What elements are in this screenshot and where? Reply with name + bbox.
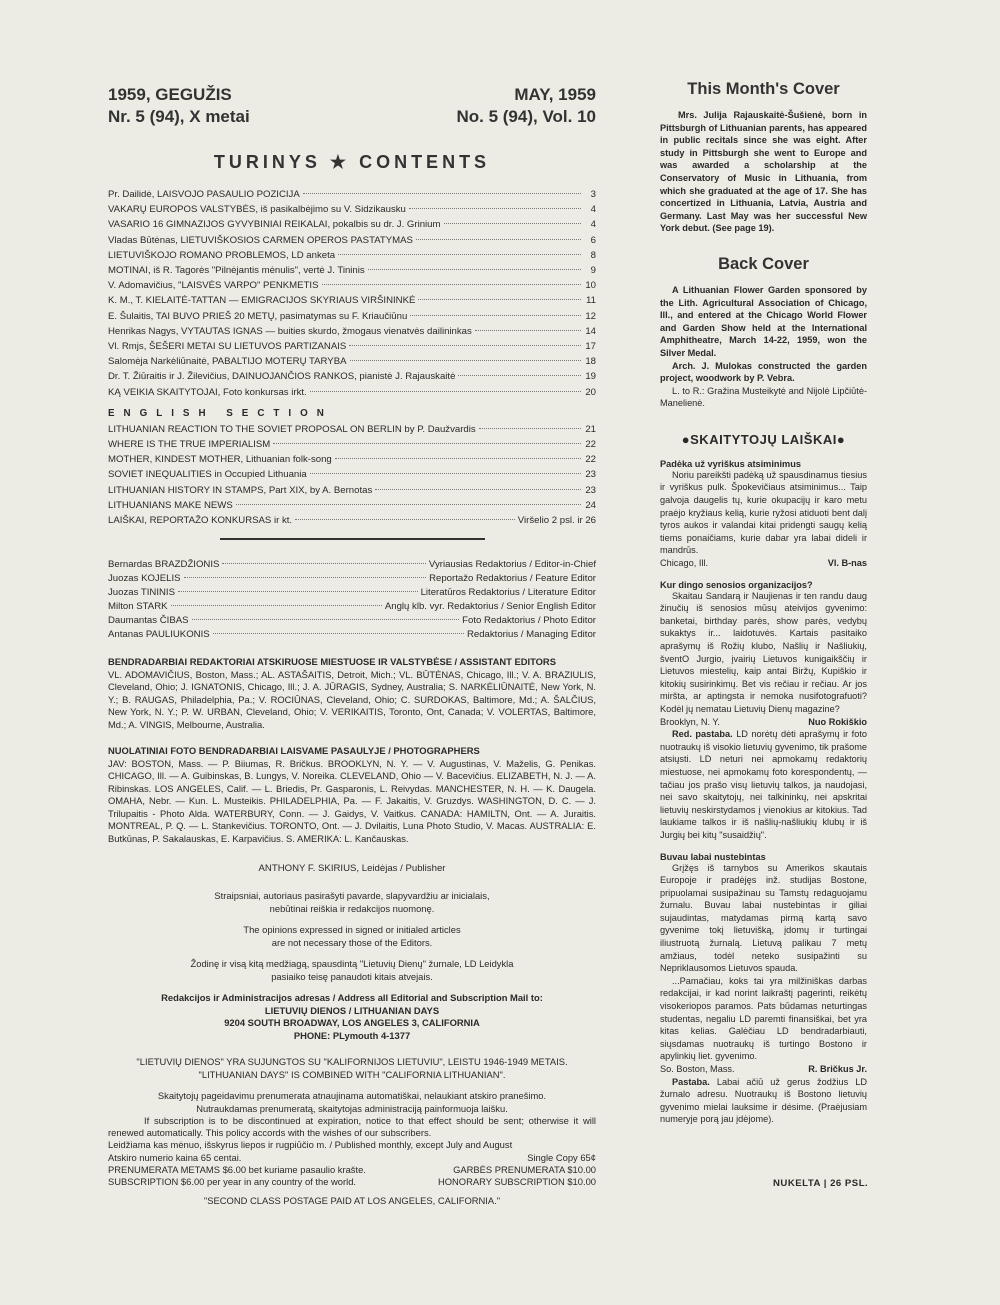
toc-item[interactable]: V. Adomavičius, "LAISVĖS VARPO" PENKMETIS 10 [108,280,596,292]
letter-body: Noriu pareikšti padėką už spausdinamus tiesius ir vyriškus pulk. Špokevičiaus atsiminimus... Taip galvoja daugelis tų, kurie okupacijų ir karo metu praėjo kryžiaus kelią, kurie ryžosi atiduoti bent dalį tyros aukos ir valandai kitai pridengti saugų kelią tiems ponaičiams, kurie dabar yra labai dideli ir mandrūs. [660,469,867,556]
lithuanian-date: 1959, GEGUŽIS [108,85,232,104]
letter-signature: Chicago, Ill. Vl. B-nas [660,558,867,569]
toc-item[interactable]: VASARIO 16 GIMNAZIJOS GYVYBINIAI REIKALAI, pokalbis su dr. J. Grinium 4 [108,219,596,231]
merger-note: "LIETUVIŲ DIENOS" YRA SUJUNGTOS SU "KALIFORNIJOS LIETUVIU", LEISTU 1946-1949 METAIS. "LITHUANIAN DAYS" IS COMBINED WITH "CALIFORNIA LITHUANIAN". [136,1056,568,1080]
back-cover-heading: Back Cover [718,254,809,273]
publisher-line: ANTHONY F. SKIRIUS, Leidėjas / Publisher [258,863,446,875]
staff-row: Daumantas ČIBAS Foto Redaktorius / Photo Editor [108,615,596,627]
staff-row: Antanas PAULIUKONIS Redaktorius / Managing Editor [108,629,596,641]
table-of-contents [108,187,596,400]
publication-schedule: Leidžiama kas mėnuo, išskyrus liepos ir rugpiūčio m. / Published monthly, except July and August [108,1139,513,1151]
continued-on-page: NUKELTA | 26 PSL. [773,1178,869,1189]
toc-item[interactable]: MOTINAI, iš R. Tagorės "Pilnėjantis mėnulis", vertė J. Tininis 9 [108,265,596,277]
letter-signature: So. Boston, Mass. R. Bričkus Jr. [660,1064,867,1074]
staff-row: Juozas KOJELIS Reportažo Redaktorius / Feature Editor [108,573,596,585]
english-date: MAY, 1959 [514,85,596,104]
divider [220,538,485,540]
toc-item[interactable]: VAKARŲ EUROPOS VALSTYBĖS, iš pasikalbėjimo su V. Sidzikausku 4 [108,204,596,216]
toc-item[interactable]: Dr. T. Žiūraitis ir J. Žilevičius, DAINUOJANČIOS RANKOS, pianistė J. Rajauskaitė 19 [108,371,596,383]
toc-item[interactable]: LAIŠKAI, REPORTAŽO KONKURSAS ir kt. Viršelio 2 psl. ir 26 [108,515,596,527]
subscription-note-en: If subscription is to be discontinued at expiration, notice to that effect should be sent; otherwise it will renewed automatically. This policy accords with the wishes of our subscribers. [108,1114,596,1139]
staff-row: Milton STARK Anglų klb. vyr. Redaktorius / Senior English Editor [108,601,596,613]
letter-heading: Buvau labai nustebintas [660,851,766,862]
back-cover-people: L. to R.: Gražina Musteikytė and Nijolė Lipčiūtė-Manelienė. [660,385,867,409]
toc-item[interactable]: LIETUVIŠKOJO ROMANO PROBLEMOS, LD anketa 8 [108,249,596,261]
toc-item[interactable]: KĄ VEIKIA SKAITYTOJAI, Foto konkursas irkt. 20 [108,386,596,398]
postage-note: "SECOND CLASS POSTAGE PAID AT LOS ANGELES, CALIFORNIA." [203,1194,501,1206]
mailing-address: Redakcijos ir Administracijos adresas / Address all Editorial and Subscription Mail to: LIETUVIŲ DIENOS / LITHUANIAN DAYS 9204 SOUTH BROADWAY, LOS ANGELES 3, CALIFORNIA PHONE: PLymouth 4-1377 [161,992,543,1041]
letter [660,580,867,842]
subscription-price-lt: PRENUMERATA METAMS $6.00 bet kuriame pasaulio krašte. GARBĖS PRENUMERATA $10.00 [108,1164,596,1176]
cover-heading: This Month's Cover [687,80,840,98]
letter [660,852,867,1126]
english-issue: No. 5 (94), Vol. 10 [456,107,596,126]
opinion-note-lt: Straipsniai, autoriaus pasirašyti pavarde, slapyvardžiu ar inicialais, nebūtinai reiškia ir redakcijos nuomonę. [214,890,490,914]
staff-row: Juozas TININIS Literatūros Redaktorius / Literature Editor [108,587,596,599]
lithuanian-issue: Nr. 5 (94), X metai [108,107,250,126]
back-cover-architect: Arch. J. Mulokas constructed the garden project, woodwork by P. Vebra. [660,360,867,384]
sidebar-column [660,80,867,1126]
toc-item[interactable]: MOTHER, KINDEST MOTHER, Lithuanian folk-song 22 [108,454,596,466]
letter-body: Grįžęs iš tarnybos su Amerikos skautais Europoje ir pradėjęs inž. studijas Bostone, pripuolamai susipažinau su Tamstų redaguojamu žurnalu. Buvau labai nustebintas ir giliai sujaudintas, matydamas pirmą kartą savo gyvenime tokį lietuvišką, įdomų ir turtingai iliustruotą žurnalą. Lietuvą palikau 7 metų amžiaus, todėl neteko susipažinti su Nepriklausomos Lietuvos spauda. [660,862,867,974]
toc-item[interactable]: Vl. Rmjs, ŠEŠERI METAI SU LIETUVOS PARTIZANAIS 17 [108,341,596,353]
subscription-price-en: SUBSCRIPTION $6.00 per year in any country of the world. HONORARY SUBSCRIPTION $10.00 [108,1176,596,1188]
toc-item[interactable]: K. M., T. KIELAITĖ-TATTAN — EMIGRACIJOS SKYRIAUS VIRŠININKĖ 11 [108,295,596,307]
back-cover-description: A Lithuanian Flower Garden sponsored by the Lith. Agricultural Association of Chicago, Ill., and entered at the Chicago World Flower and Garden Show held at the International Amphitheatre, March 14-22, 1959, won the Silver Medal. [660,284,867,358]
english-section-heading: ENGLISH SECTION [108,407,333,419]
single-copy-price: Atskiro numerio kaina 65 centai. Single Copy 65¢ [108,1151,596,1163]
photographers-heading: NUOLATINIAI FOTO BENDRADARBIAI LAISVAME PASAULYJE / PHOTOGRAPHERS [108,745,480,757]
letter-heading: Kur dingo senosios organizacijos? [660,579,813,590]
editorial-staff [108,558,596,642]
toc-item[interactable]: Vladas Būtėnas, LIETUVIŠKOSIOS CARMEN OPEROS PASTATYMAS 6 [108,234,596,246]
masthead-column [108,84,596,1206]
assistant-editors-heading: BENDRADARBIAI REDAKTORIAI ATSKIRUOSE MIESTUOSE IR VALSTYBĖSE / ASSISTANT EDITORS [108,656,556,668]
assistant-editors-list: VL. ADOMAVIČIUS, Boston, Mass.; AL. ASTAŠAITIS, Detroit, Mich.; VL. BŪTĖNAS, Chicago, Ill.; V. A. BRAZIULIS, Cleveland, Ohio; J. IGNATONIS, Chicago, Ill.; J. A. JŪRAGIS, Sydney, Australia; S. NARKĖLIŪNAITĖ, New York, N. Y.; B. RAUGAS, Philadelphia, Pa.; V. ROCIŪNAS, Cleveland, Ohio; C. SURDOKAS, Baltimore, Md.; A. ŠALČIUS, New York, N. Y.; P. W. URBAN, Cleveland, Ohio; V. VERIKAITIS, Toronto, Ont, Canada; V. VOLERTAS, Baltimore, Md.; A. VINGIS, Melbourne, Australia. [108,668,596,730]
toc-item[interactable]: LITHUANIAN REACTION TO THE SOVIET PROPOSAL ON BERLIN by P. Daužvardis 21 [108,423,596,435]
toc-item[interactable]: LITHUANIAN HISTORY IN STAMPS, Part XIX, by A. Bernotas 23 [108,484,596,496]
editor-note: Red. pastaba. LD norėtų dėti aprašymų ir foto nuotraukų iš visokio lietuvių gyvenimo, tik prašome atsiųsti. LD neturi nei apmokamų redaktorių miestuose, nei apmokamų foto korespondentų, — tačiau jos prašo visų lietuvių talkos, ja naudojasi, nei savo skaitytojų, nei talkininkų, nei apskritai lietuvių neskirstydamos į vienokius ar kitokius. Tad laukiame talkos ir iš našlių-našliukių klubų ir iš Jurgių bei kitų "susaidžių". [660,729,867,840]
toc-item[interactable]: WHERE IS THE TRUE IMPERIALISM 22 [108,439,596,451]
toc-item[interactable]: Henrikas Nagys, VYTAUTAS IGNAS — buities skurdo, žmogaus vienatvės dailininkas 14 [108,325,596,337]
toc-item[interactable]: LITHUANIANS MAKE NEWS 24 [108,499,596,511]
toc-item[interactable]: Pr. Dailidė, LAISVOJO PASAULIO POZICIJA 3 [108,189,596,200]
staff-row: Bernardas BRAZDŽIONIS Vyriausias Redaktorius / Editor-in-Chief [108,559,596,571]
letter-body: Skaitau Sandarą ir Naujienas ir ten randu daug žinučių iš senosios mūsų ateivijos gyvenimo: banketai, birthday parės, show parės, vedybų sukaktys ir... laidotuvės. Kartais pasitaiko aprašymų iš Rožių klubo, Našlių ir Našliukių, šventO Jurgio, įvairių Lietuvos kunigaikščių ir Lietuvos miestelių, kaip antai Biržų, Kupiškio ir kitokių susirinkimų. Bet vis rečiau ir rečiau. Ar jos miršta, ar aptingsta ir nemoka nusifotografuoti? Kodėl jų nematau Lietuvių Dienų magazine? [660,590,867,714]
issue-date-row [108,84,596,106]
letter-body-continued: ...Pamačiau, koks tai yra milžiniškas darbas redakcijai, ir kad norint laikraštį pagerinti, reikėtų visokeriopos paramos. Pats būdamas neturtingas studentas, negaliu LD paremti finansiškai, bet yra kitas kelias. Galėčiau LD bendradarbiauti, siųsdamas nuotraukų iš turtingo Bostono ir apylinkių liet. gyvenimo. [660,975,867,1062]
letter-signature: Brooklyn, N. Y. Nuo Rokiškio [660,716,867,727]
toc-item[interactable]: E. Šulaitis, TAI BUVO PRIEŠ 20 METŲ, pasimatymas su F. Kriaučiūnu 12 [108,310,596,322]
toc-item[interactable]: SOVIET INEQUALITIES in Occupied Lithuania 23 [108,469,596,481]
issue-number-row [108,106,596,128]
letter-heading: Padėka už vyriškus atsiminimus [660,458,801,469]
photographers-list: JAV: BOSTON, Mass. — P. Biiumas, R. Bričkus. BROOKLYN, N. Y. — V. Augustinas, V. Maželis, G. Penikas. CHICAGO, Ill. — A. Guibinskas, B. Lungys, V. Noreika. CLEVELAND, Ohio — V. Bacevičius. ELIZABETH, N. J. — A. Ribinskas. LOS ANGELES, Calif. — L. Briedis, Pr. Gasparonis, L. Reivydas. MANCHESTER, N. H. — K. Daugela. OMAHA, Nebr. — Kun. L. Musteikis. PHILADELPHIA, Pa. — F. Jakaitis, V. Gruzdys. WASHINGTON, D. C. — J. Trilupaitis - Photo Alda. WATERBURY, Conn. — J. Gaidys, V. Vaitkus. CANADA: HAMILTN, Ont. — A. Juraitis. MONTREAL, P. Q. — L. Stankevičius. TORONTO, Ont. — J. Dvilaitis, Luna Photo Studio, V. Macas. AUSTRALIA: E. Butkūnas, P. Sakalauskas, E. Karpavičius. S. AMERIKA: L. Kančauskas. [108,757,596,844]
editor-note: Pastaba. Labai ačiū už gerus žodžius LD žurnalo adresu. Nuotraukų iš Bostono lietuvių gyvenimo mielai lauksime ir dėsime. (Praėjusiam numeryje porą jau įdėjome). [660,1076,867,1125]
cover-description: Mrs. Julija Rajauskaitė-Šušienė, born in Pittsburgh of Lithuanian parents, has appeared in public recitals since she was eight. After study in Pittsburgh she went to Europe and was awarded a scholarship at the Conservatory of Music in Lithuania, from which she graduated at the age of 17. She has concertized in Lithuania, Latvia, Austria and Germany. Last May was her successful New York debut. (See page 19). [660,110,867,234]
subscription-note-lt: Skaitytojų pageidavimu prenumerata atnaujinama automatiškai, nelaukiant atskiro pranešimo. Nutraukdamas prenumeratą, skaitytojas administraciją painformuoja laišku. [157,1090,547,1114]
letters-heading: ●SKAITYTOJŲ LAIŠKAI● [681,431,846,447]
opinion-note-en: The opinions expressed in signed or initialed articles are not necessary those of the Editors. [243,924,461,948]
contents-title: TURINYS ★ CONTENTS [213,152,491,172]
rights-note: Žodinę ir visą kitą medžiagą, spausdintą "Lietuvių Dienų" žurnale, LD Leidykla pasiaiko teisę panaudoti kitais atvejais. [190,958,514,982]
toc-item[interactable]: Salomėja Narkėliūnaitė, PABALTIJO MOTERŲ TARYBA 18 [108,356,596,368]
letter [660,459,867,570]
english-contents [108,422,596,528]
